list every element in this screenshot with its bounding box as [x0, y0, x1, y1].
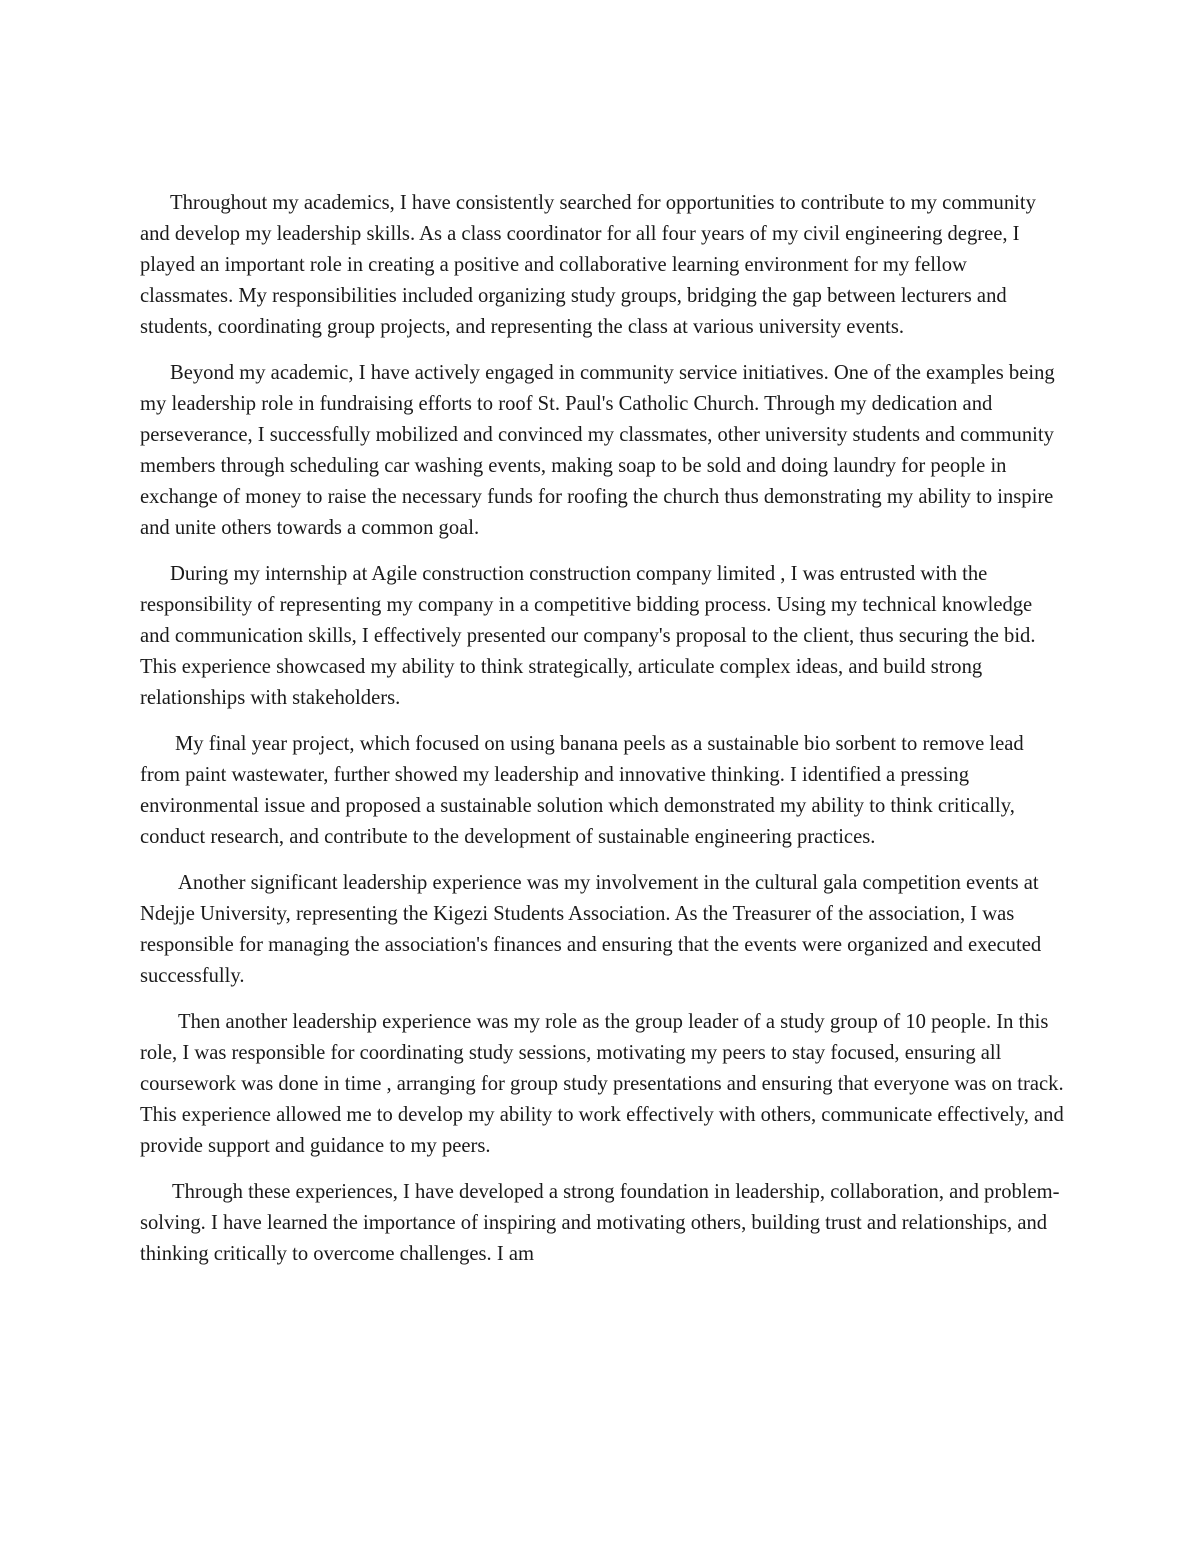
paragraph-1: Throughout my academics, I have consistently searched for opportunities to contribute to my community and develop my leadership skills. As a class coordinator for all four years of my civil engineering degree, I played an important role in creating a positive and collaborative learning environment for my fellow classmates. My responsibilities included organizing study groups, bridging the gap between lecturers and students, coordinating group projects, and representing the class at various university events.	[140, 192, 1036, 338]
paragraph-3: During my internship at Agile construction construction company limited , I was entrusted with the responsibility of representing my company in a competitive bidding process. Using my technical knowledge and communication skills, I effectively presented our company's proposal to the client, thus securing the bid. This experience showcased my ability to think strategically, articulate complex ideas, and build strong relationships with stakeholders.	[140, 563, 1036, 709]
document-body	[140, 188, 1065, 1285]
paragraph-2: Beyond my academic, I have actively engaged in community service initiatives. One of the examples being my leadership role in fundraising efforts to roof St. Paul's Catholic Church. Through my dedication and perseverance, I successfully mobilized and convinced my classmates, other university students and community members through scheduling car washing events, making soap to be sold and doing laundry for people in exchange of money to raise the necessary funds for roofing the church thus demonstrating my ability to inspire and unite others towards a common goal.	[140, 362, 1055, 539]
paragraph-6: Then another leadership experience was my role as the group leader of a study group of 10 people. In this role, I was responsible for coordinating study sessions, motivating my peers to stay focused, ensuring all coursework was done in time , arranging for group study presentations and ensuring that everyone was on track. This experience allowed me to develop my ability to work effectively with others, communicate effectively, and provide support and guidance to my peers.	[140, 1011, 1064, 1157]
paragraph-5: Another significant leadership experience was my involvement in the cultural gala competition events at Ndejje University, representing the Kigezi Students Association. As the Treasurer of the association, I was responsible for managing the association's finances and ensuring that the events were organized and executed successfully.	[140, 872, 1042, 987]
paragraph-4: My final year project, which focused on using banana peels as a sustainable bio sorbent to remove lead from paint wastewater, further showed my leadership and innovative thinking. I identified a pressing environmental issue and proposed a sustainable solution which demonstrated my ability to think critically, conduct research, and contribute to the development of sustainable engineering practices.	[140, 733, 1024, 848]
paragraph-7: Through these experiences, I have developed a strong foundation in leadership, collaboration, and problem-solving. I have learned the importance of inspiring and motivating others, building trust and relationships, and thinking critically to overcome challenges. I am	[140, 1181, 1060, 1265]
